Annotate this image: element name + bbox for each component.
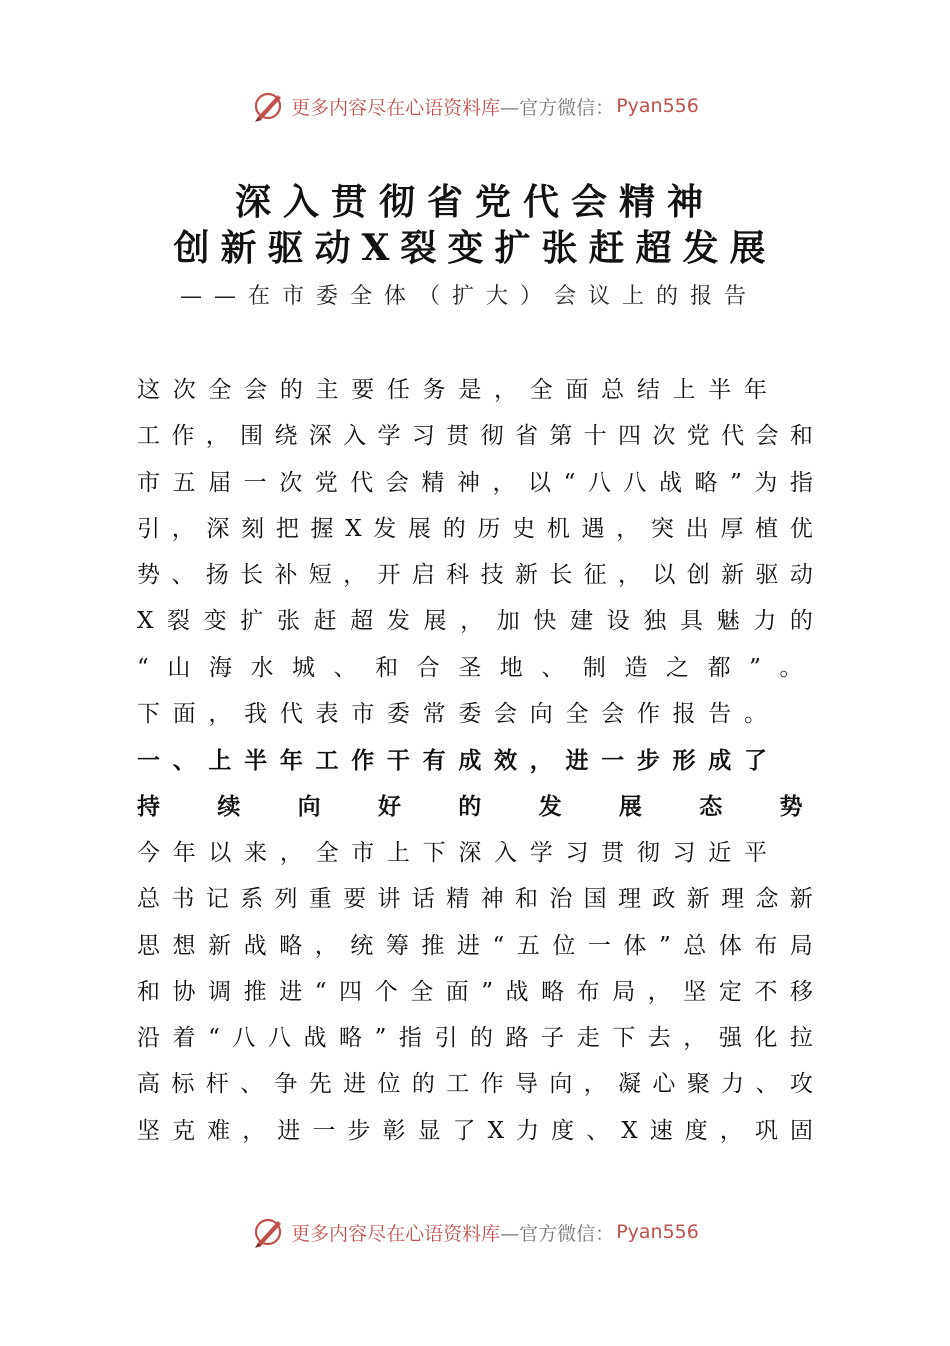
para3-line-text: 今 年 以 来 ， 全 市 上 下 深 入 学 习 贯 彻 习 近 平 [137, 840, 767, 866]
para1-line-last: “山海水城、和合圣地、制造之都”。 [137, 654, 813, 681]
para1-line: X 裂 变 扩 张 赶 超 发 展 ， 加 快 建 设 独 具 魅 力 的 [137, 608, 813, 635]
banner-text-red: 更多内容尽在心语资料库 [291, 1222, 501, 1245]
para3-line: 和 协 调 推 进 “ 四 个 全 面 ” 战 略 布 局 ， 坚 定 不 移 [137, 978, 813, 1005]
banner-wechat-id: Pyan556 [616, 1221, 699, 1243]
pen-logo-icon [251, 88, 287, 124]
heading1-line-text: 一 、 上 半 年 工 作 干 有 成 效 ， 进 一 步 形 成 了 [137, 747, 767, 774]
section-heading-1 [137, 738, 813, 831]
banner-text-red: 更多内容尽在心语资料库 [291, 96, 501, 119]
pen-logo-icon [251, 1214, 287, 1250]
banner-text-grey: —官方微信： [500, 96, 615, 119]
paragraph-2 [137, 691, 813, 737]
document-title-line2: 创新驱动X裂变扩张赶超发展 [173, 227, 777, 269]
document-title-line1: 深入贯彻省党代会精神 [234, 181, 715, 223]
para3-line: 高 标 杆 、 争 先 进 位 的 工 作 导 向 ， 凝 心 聚 力 、 攻 [137, 1071, 813, 1098]
footer-banner [0, 1212, 950, 1252]
paragraph-3 [137, 830, 813, 1154]
para1-line: 市 五 届 一 次 党 代 会 精 神 ， 以 “ 八 八 战 略 ” 为 指 [137, 469, 813, 496]
document-subtitle: ——在市委全体（扩大）会议上的报告 [180, 284, 759, 309]
header-banner [0, 86, 950, 126]
heading1-line [137, 738, 813, 784]
para1-line: 工 作 ， 围 绕 深 入 学 习 贯 彻 省 第 十 四 次 党 代 会 和 [137, 423, 813, 450]
heading1-line-last: 持续向好的发展态势 [137, 793, 813, 821]
para3-line [137, 830, 813, 876]
para1-line-text: 这 次 全 会 的 主 要 任 务 是 ， 全 面 总 结 上 半 年 [137, 377, 767, 403]
para1-line: 势 、 扬 长 补 短 ， 开 启 科 技 新 长 征 ， 以 创 新 驱 动 [137, 562, 813, 589]
para3-line: 沿 着 “ 八 八 战 略 ” 指 引 的 路 子 走 下 去 ， 强 化 拉 [137, 1025, 813, 1052]
para2-line-text: 下 面 ， 我 代 表 市 委 常 委 会 向 全 会 作 报 告 。 [137, 701, 767, 727]
para3-line: 思 想 新 战 略 ， 统 筹 推 进 “ 五 位 一 体 ” 总 体 布 局 [137, 932, 813, 959]
para3-line: 总 书 记 系 列 重 要 讲 话 精 神 和 治 国 理 政 新 理 念 新 [137, 886, 813, 913]
para1-line [137, 367, 813, 413]
banner-text-grey: —官方微信： [500, 1222, 615, 1245]
banner-wechat-id: Pyan556 [616, 95, 699, 117]
para2-line [137, 691, 813, 737]
paragraph-1 [137, 367, 813, 691]
para1-line: 引 ， 深 刻 把 握 X 发 展 的 历 史 机 遇 ， 突 出 厚 植 优 [137, 515, 813, 542]
para3-line: 坚 克 难 ， 进 一 步 彰 显 了 X 力 度 、 X 速 度 ， 巩 固 [137, 1117, 813, 1144]
